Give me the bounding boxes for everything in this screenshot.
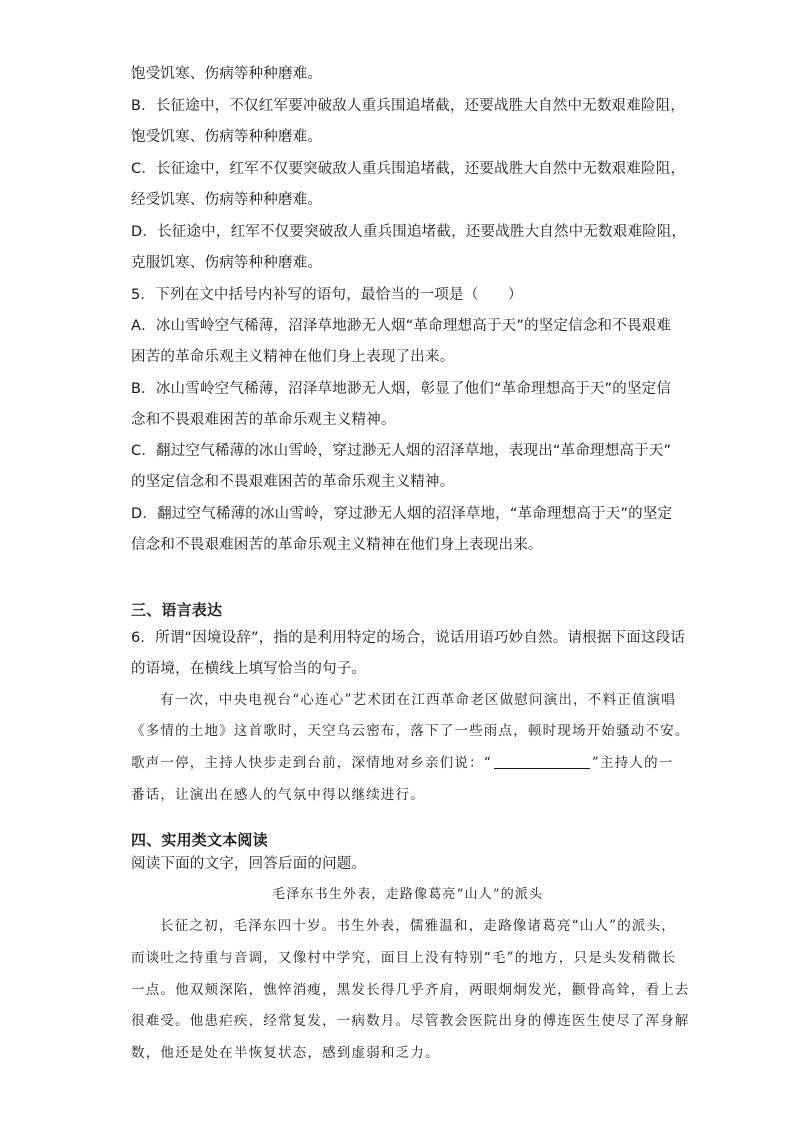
- section4-instruction: 阅读下面的文字，回答后面的问题。: [131, 856, 367, 872]
- article-para-line2: 而谈吐之持重与音调，又像村中学究，面目上没有特别“毛”的地方，只是头发稍微长: [131, 950, 677, 966]
- q6-passage-line3-start: 歌声一停，主持人快步走到台前，深情地对乡亲们说：“: [131, 755, 492, 771]
- q4-option-b-line1: B．长征途中，不仅红军要冲破敌人重兵围追堵截，还要战胜大自然中无数艰难险阻，: [131, 98, 686, 114]
- q6-answer-blank[interactable]: [494, 754, 590, 769]
- q4-option-c-line2: 经受饥寒、伤病等种种磨难。: [131, 192, 323, 208]
- q5-option-d-line1: D．翻过空气稀薄的冰山雪岭，穿过渺无人烟的沼泽草地，“革命理想高于天”的坚定: [131, 506, 673, 522]
- q6-passage-line3: [131, 753, 674, 773]
- q5-option-a-line1: A．冰山雪岭空气稀薄，沼泽草地渺无人烟“革命理想高于天”的坚定信念和不畏艰难: [131, 318, 672, 334]
- q5-stem: 5．下列在文中括号内补写的语句，最恰当的一项是（ ）: [131, 287, 523, 303]
- article-title: 毛泽东书生外表，走路像葛亮“山人”的派头: [272, 887, 544, 902]
- q6-stem-line2: 的语境，在横线上填写恰当的句子。: [131, 661, 367, 677]
- q6-passage-line1: 有一次，中央电视台“心连心”艺术团在江西革命老区做慰问演出，不料正值演唱: [160, 692, 677, 708]
- q6-passage-line4: 番话，让演出在感人的气氛中得以继续进行。: [131, 787, 425, 803]
- section3-heading: 三、语言表达: [131, 601, 223, 619]
- article-para-line3: 一点。他双颊深陷，憔悴消瘦，黑发长得几乎齐肩，两眼炯炯发光，颧骨高耸，看上去: [131, 982, 690, 998]
- article-para-line4: 很难受。他患疟疾，经常复发，一病数月。尽管教会医院出身的傅连医生使尽了浑身解: [131, 1013, 690, 1029]
- q5-option-b-line2: 念和不畏艰难困苦的革命乐观主义精神。: [131, 412, 396, 428]
- q4-option-d-line1: D．长征途中，红军不仅要突破敌人重兵围追堵截，还要战胜大自然中无数艰难险阻，: [131, 224, 687, 240]
- q5-option-c-line2: 的坚定信念和不畏艰难困苦的革命乐观主义精神。: [131, 474, 455, 490]
- article-para-line5: 数，他还是处在半恢复状态，感到虚弱和乏力。: [131, 1045, 440, 1061]
- q4-option-b-line2: 饱受饥寒、伤病等种种磨难。: [131, 129, 323, 145]
- q5-option-a-line2: 困苦的革命乐观主义精神在他们身上表现了出来。: [131, 349, 455, 365]
- section4-heading: 四、实用类文本阅读: [131, 831, 268, 849]
- q6-stem-line1: 6．所谓“因境设辞”，指的是利用特定的场合，说话用语巧妙自然。请根据下面这段话: [131, 630, 686, 646]
- article-para-line1: 长征之初，毛泽东四十岁。书生外表，儒雅温和，走路像诸葛亮“山人”的派头，: [160, 918, 677, 934]
- q5-option-d-line2: 信念和不畏艰难困苦的革命乐观主义精神在他们身上表现出来。: [131, 537, 543, 553]
- q4-option-c-line1: C．长征途中，红军不仅要突破敌人重兵围追堵截，还要战胜大自然中无数艰难险阻，: [131, 161, 686, 177]
- q4-option-a-tail: 饱受饥寒、伤病等种种磨难。: [131, 66, 323, 82]
- q4-option-d-line2: 克服饥寒、伤病等种种磨难。: [131, 255, 323, 271]
- q5-option-b-line1: B．冰山雪岭空气稀薄，沼泽草地渺无人烟，彰显了他们“革命理想高于天”的坚定信: [131, 381, 672, 397]
- q5-option-c-line1: C．翻过空气稀薄的冰山雪岭，穿过渺无人烟的沼泽草地，表现出“革命理想高于天”: [131, 443, 672, 459]
- q6-passage-line2: 《多情的土地》这首歌时，天空乌云密布，落下了一些雨点，顿时现场开始骚动不安。: [131, 723, 690, 739]
- q6-passage-line3-end: ”主持人的一: [591, 755, 674, 771]
